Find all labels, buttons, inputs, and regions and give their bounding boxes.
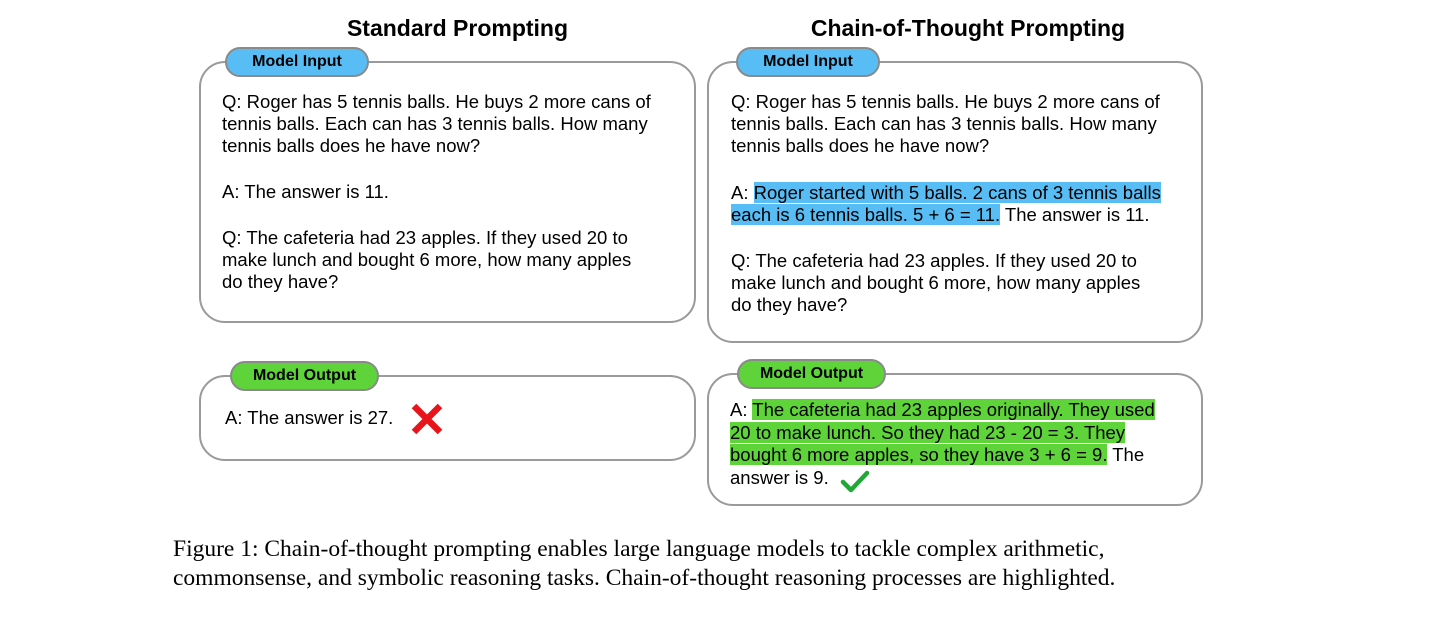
cot-prompting-title: Chain-of-Thought Prompting: [810, 15, 1126, 41]
cot-q1-line2: tennis balls. Each can has 3 tennis balls. How many: [731, 113, 1157, 134]
cot-q1-line1: Q: Roger has 5 tennis balls. He buys 2 more cans of: [731, 91, 1160, 112]
cot-a1-line1: [731, 182, 1161, 205]
cot-q2-line3: do they have?: [731, 294, 848, 315]
red-x-icon: [410, 402, 444, 436]
cot-a1-reasoning-highlight-1: Roger started with 5 balls. 2 cans of 3 tennis balls: [753, 182, 1161, 203]
cot-q1-line3: tennis balls does he have now?: [731, 135, 990, 156]
standard-prompting-title: Standard Prompting: [346, 15, 569, 41]
standard-output-answer: A: The answer is 27.: [225, 407, 394, 428]
figure-caption: [173, 535, 1115, 593]
cot-output-rest-1: The: [1107, 444, 1145, 465]
caption-line-2: commonsense, and symbolic reasoning tasks. Chain-of-thought reasoning processes are highlighted.: [173, 565, 1116, 591]
cot-a1-prefix: A:: [731, 182, 754, 203]
cot-a1-reasoning-highlight-2: each is 6 tennis balls. 5 + 6 = 11.: [731, 204, 1001, 225]
standard-model-output-label: Model Output: [230, 361, 379, 391]
cot-q2-line1: Q: The cafeteria had 23 apples. If they used 20 to: [731, 250, 1137, 271]
standard-q2-line2: make lunch and bought 6 more, how many apples: [222, 249, 632, 270]
cot-model-output-label: Model Output: [737, 359, 886, 389]
green-check-icon: [840, 470, 870, 494]
standard-q1-line1: Q: Roger has 5 tennis balls. He buys 2 more cans of: [222, 91, 651, 112]
standard-model-input-label: Model Input: [225, 47, 369, 77]
cot-output-highlight-2: 20 to make lunch. So they had 23 - 20 = 3. They: [730, 422, 1126, 443]
cot-a1-line2: [731, 204, 1150, 227]
standard-q1-line3: tennis balls does he have now?: [222, 135, 481, 156]
cot-output-line1: [730, 399, 1155, 422]
standard-q2-line1: Q: The cafeteria had 23 apples. If they used 20 to: [222, 227, 628, 248]
standard-q2-line3: do they have?: [222, 271, 339, 292]
cot-output-highlight-3: bought 6 more apples, so they have 3 + 6 = 9.: [730, 444, 1108, 465]
cot-output-line2: [730, 422, 1125, 445]
cot-a1-rest: The answer is 11.: [1000, 204, 1150, 225]
standard-q1-line2: tennis balls. Each can has 3 tennis balls. How many: [222, 113, 648, 134]
cot-q2-line2: make lunch and bought 6 more, how many apples: [731, 272, 1141, 293]
cot-model-input-label: Model Input: [736, 47, 880, 77]
caption-line-1: Figure 1: Chain-of-thought prompting enables large language models to tackle complex arithmetic,: [173, 536, 1105, 562]
cot-output-prefix: A:: [730, 399, 753, 420]
cot-output-rest-2: answer is 9.: [730, 467, 829, 488]
cot-output-highlight-1: The cafeteria had 23 apples originally. They used: [752, 399, 1155, 420]
standard-a1: A: The answer is 11.: [222, 181, 389, 202]
cot-output-line3: [730, 444, 1144, 467]
cot-output-line4: [730, 467, 829, 490]
